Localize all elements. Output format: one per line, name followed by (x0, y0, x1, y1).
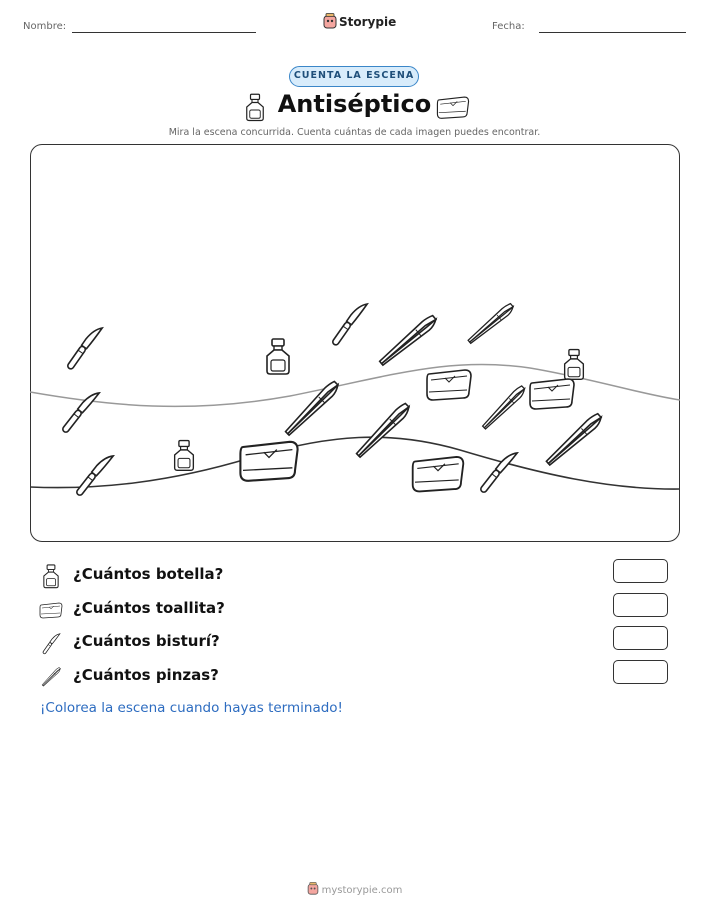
instructions: Mira la escena concurrida. Cuenta cuántas de cada imagen puedes encontrar. (168, 127, 541, 138)
answer-box-scalpel[interactable] (613, 626, 668, 650)
scene-illustration (30, 144, 680, 542)
scene-scalpel (479, 448, 517, 493)
scene-scalpel (331, 299, 367, 346)
name-label: Nombre: (23, 21, 67, 32)
footer (0, 882, 709, 896)
scene-bottle (267, 339, 289, 374)
storypie-mascot-icon (323, 13, 337, 29)
scene-wipe (240, 441, 297, 480)
brand-logo (323, 13, 337, 33)
brand-name: Storypie (339, 15, 397, 29)
scene-wipe (427, 370, 471, 400)
scene-bottle (564, 349, 583, 379)
answer-box-wipe[interactable] (613, 593, 668, 617)
page-title: Antiséptico (277, 90, 432, 118)
scene-bottle (174, 440, 193, 470)
date-label: Fecha: (492, 21, 525, 32)
scene-tweezers (466, 302, 515, 345)
scene-frame (30, 144, 680, 542)
question-text: ¿Cuántos botella? (73, 565, 224, 583)
coloring-note: ¡Colorea la escena cuando hayas terminado! (40, 700, 343, 716)
activity-badge: CUENTA LA ESCENA (289, 66, 419, 87)
scene-tweezers (283, 380, 340, 437)
question-scalpel (38, 630, 678, 656)
scalpel-icon (38, 630, 64, 656)
question-text: ¿Cuántos pinzas? (73, 666, 219, 684)
scene-tweezers (377, 314, 438, 367)
scene-scalpel (61, 388, 99, 433)
storypie-mascot-icon (307, 882, 319, 895)
wipe-icon (436, 94, 470, 120)
footer-url[interactable]: mystorypie.com (321, 885, 403, 896)
bottle-icon (38, 563, 64, 589)
question-tweezers (38, 664, 678, 690)
answer-box-tweezers[interactable] (613, 660, 668, 684)
question-bottle (38, 563, 678, 589)
date-field-line[interactable] (539, 32, 686, 33)
scene-tweezers (480, 384, 526, 430)
scene-wipe (412, 456, 463, 491)
scene-scalpel (75, 451, 113, 496)
answer-box-bottle[interactable] (613, 559, 668, 583)
name-field-line[interactable] (72, 32, 256, 33)
scene-wipe (530, 379, 574, 409)
scene-scalpel (66, 323, 102, 370)
question-wipe (38, 597, 678, 623)
question-text: ¿Cuántos bisturí? (73, 632, 220, 650)
tweezers-icon (38, 664, 64, 690)
scene-tweezers (544, 412, 603, 467)
question-text: ¿Cuántos toallita? (73, 599, 225, 617)
scene-tweezers (354, 402, 411, 459)
wipe-icon (38, 597, 64, 623)
